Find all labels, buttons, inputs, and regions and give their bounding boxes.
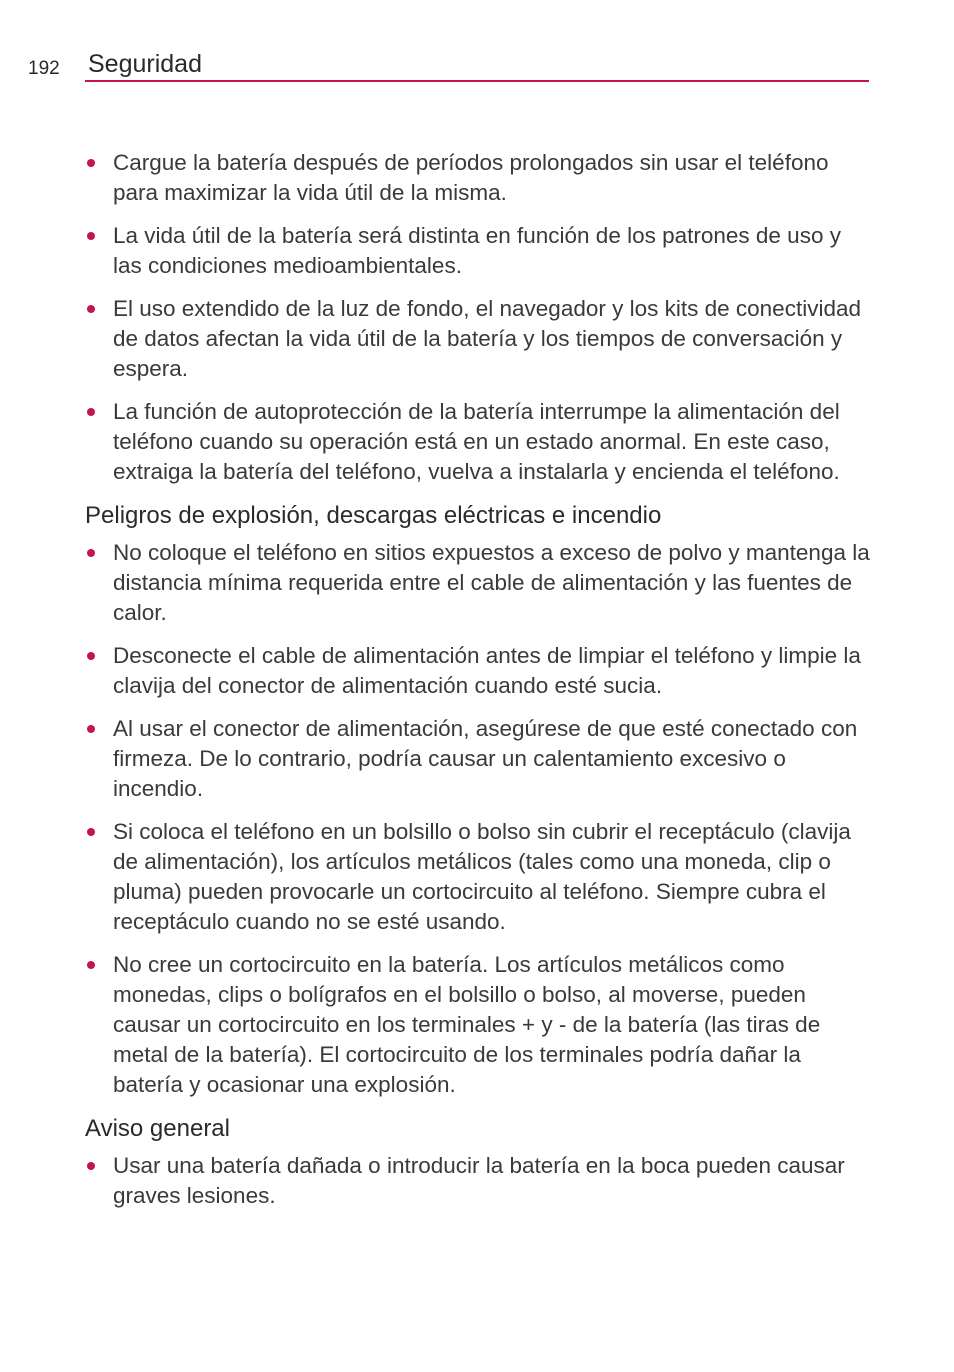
list-item (85, 397, 875, 487)
list-item-text: No coloque el teléfono en sitios expuestos a exceso de polvo y mantenga la distancia mínima requerida entre el cable de alimentación y las fuentes de calor. (113, 540, 870, 625)
bullet-icon (87, 159, 95, 167)
list-item (85, 148, 875, 208)
bullet-icon (87, 652, 95, 660)
list-item-text: Usar una batería dañada o introducir la batería en la boca pueden causar graves lesiones. (113, 1153, 845, 1208)
list-item-text: La función de autoprotección de la batería interrumpe la alimentación del teléfono cuando su operación está en un estado anormal. En este caso, extraiga la batería del teléfono, vuelva a instalarla y encienda el teléfono. (113, 399, 840, 484)
bullet-icon (87, 961, 95, 969)
list-item (85, 641, 875, 701)
page-number: 192 (28, 58, 60, 79)
bullet-icon (87, 408, 95, 416)
page-header (0, 0, 954, 90)
list-item (85, 817, 875, 937)
list-item (85, 950, 875, 1100)
list-item-text: Desconecte el cable de alimentación antes de limpiar el teléfono y limpie la clavija del conector de alimentación cuando esté sucia. (113, 643, 861, 698)
explosion-hazards-list (85, 538, 875, 1100)
bullet-icon (87, 549, 95, 557)
list-item-text: El uso extendido de la luz de fondo, el navegador y los kits de conectividad de datos afectan la vida útil de la batería y los tiempos de conversación y espera. (113, 296, 861, 381)
list-item-text: Al usar el conector de alimentación, asegúrese de que esté conectado con firmeza. De lo contrario, podría causar un calentamiento excesivo o incendio. (113, 716, 858, 801)
general-notice-list (85, 1151, 875, 1211)
list-item (85, 538, 875, 628)
list-item-text: Si coloca el teléfono en un bolsillo o bolso sin cubrir el receptáculo (clavija de alimentación), los artículos metálicos (tales como una moneda, clip o pluma) pueden provocarle un cortocircuito al teléfono. Siempre cubra el receptáculo cuando no se esté usando. (113, 819, 851, 934)
list-item (85, 1151, 875, 1211)
bullet-icon (87, 232, 95, 240)
bullet-icon (87, 725, 95, 733)
bullet-icon (87, 1162, 95, 1170)
bullet-icon (87, 305, 95, 313)
page-content (85, 148, 875, 1224)
list-item-text: Cargue la batería después de períodos prolongados sin usar el teléfono para maximizar la vida útil de la misma. (113, 150, 829, 205)
list-item-text: La vida útil de la batería será distinta en función de los patrones de uso y las condiciones medioambientales. (113, 223, 841, 278)
bullet-icon (87, 828, 95, 836)
list-item-text: No cree un cortocircuito en la batería. Los artículos metálicos como monedas, clips o bolígrafos en el bolsillo o bolso, al moverse, pueden causar un cortocircuito en los terminales + y - de la batería (las tiras de metal de la batería). El cortocircuito de los terminales podría dañar la batería y ocasionar una explosión. (113, 952, 821, 1097)
header-divider (85, 80, 869, 82)
list-item (85, 714, 875, 804)
general-notice-heading: Aviso general (85, 1115, 230, 1142)
section-title: Seguridad (88, 50, 202, 78)
list-item (85, 294, 875, 384)
explosion-hazards-heading: Peligros de explosión, descargas eléctricas e incendio (85, 502, 662, 529)
battery-care-list (85, 148, 875, 487)
list-item (85, 221, 875, 281)
